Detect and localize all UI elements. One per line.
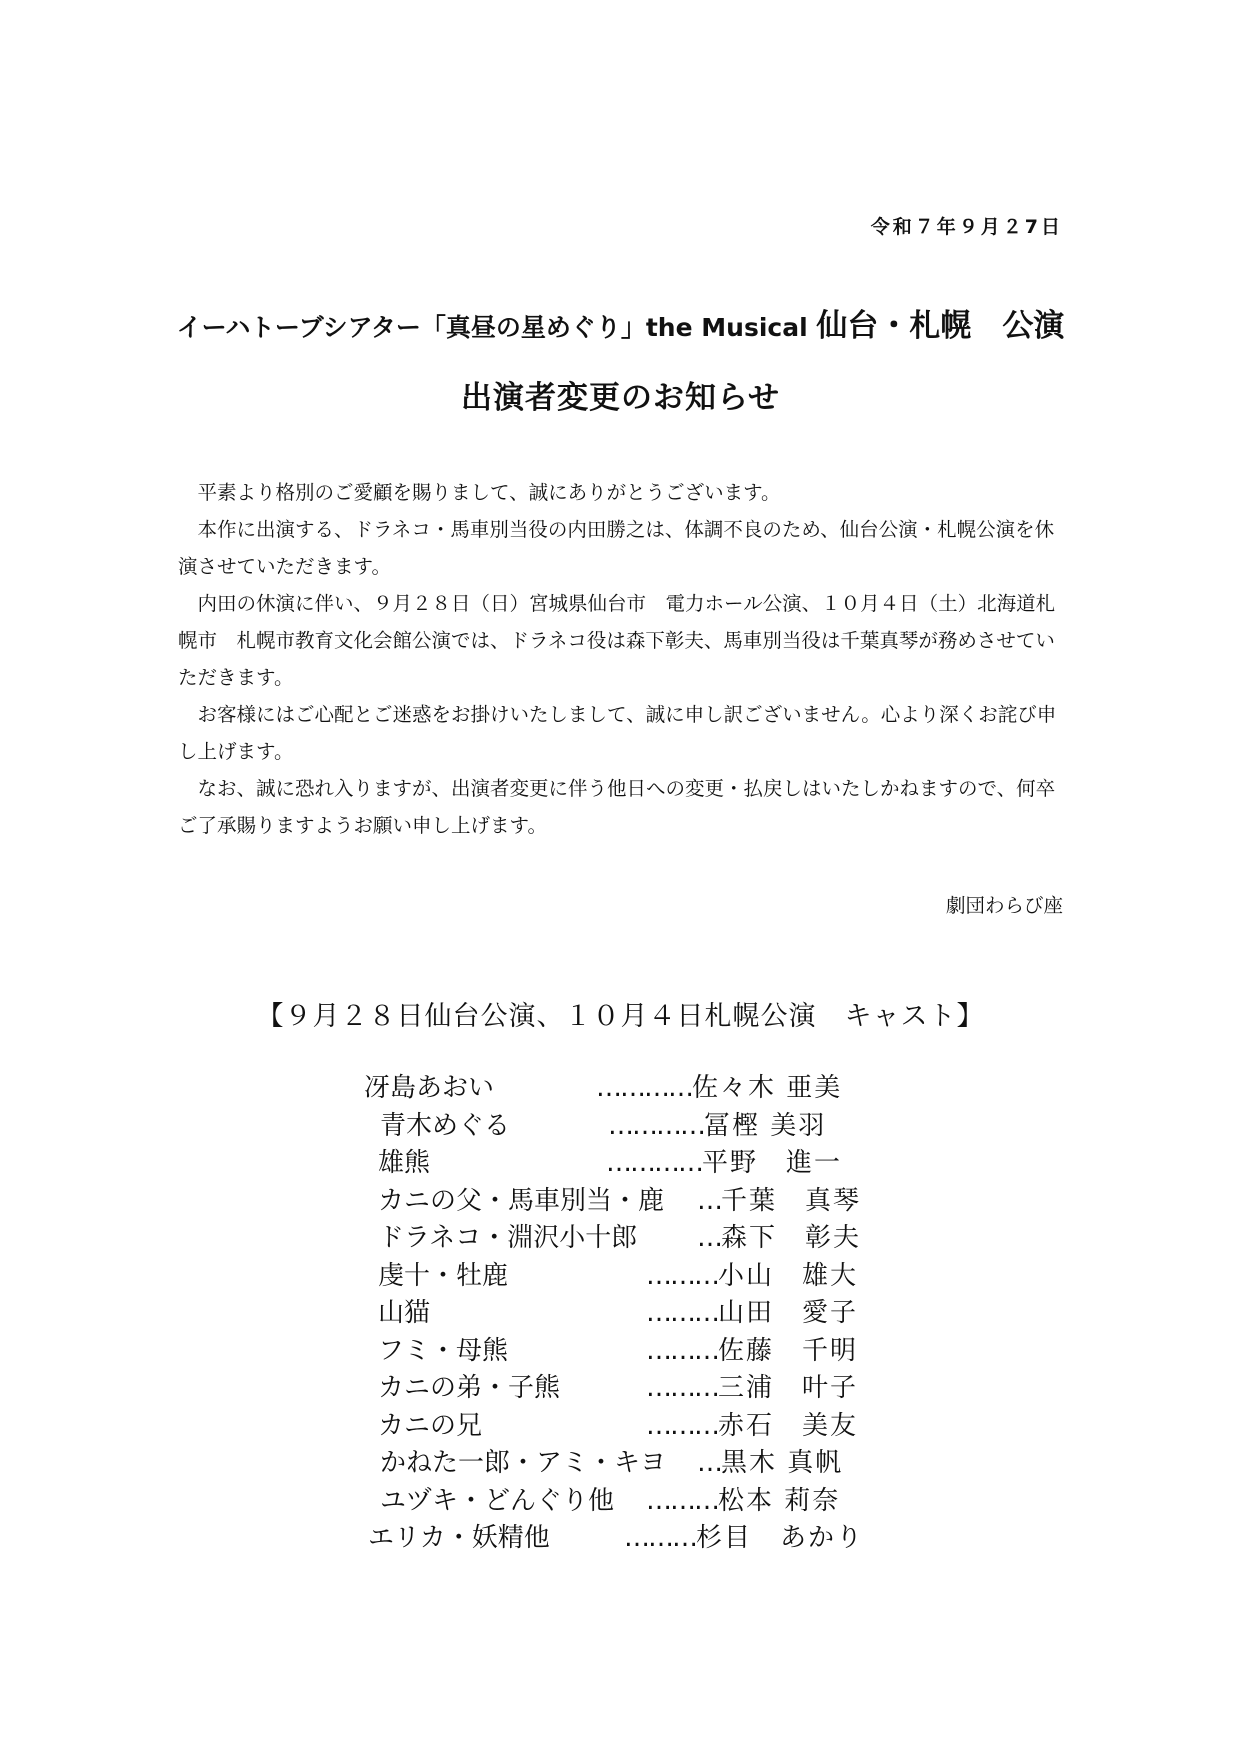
cast-row <box>364 1370 924 1408</box>
cast-role: カニの兄 <box>378 1410 483 1441</box>
cast-dots: … <box>697 1223 721 1253</box>
cast-row <box>364 1183 924 1221</box>
cast-dots: ……… <box>646 1485 718 1516</box>
notice-body <box>178 474 1064 844</box>
cast-row <box>364 1333 924 1371</box>
cast-role: かねた一郎・アミ・キヨ <box>380 1448 667 1478</box>
cast-role: ユヅキ・どんぐり他 <box>380 1485 615 1516</box>
cast-row <box>364 1295 924 1333</box>
document-subtitle: 出演者変更のお知らせ <box>460 380 781 416</box>
cast-role: 冴島あおい <box>364 1073 495 1103</box>
cast-heading: 【９月２８日仙台公演、１０月４日札幌公演 キャスト】 <box>256 1001 985 1032</box>
cast-actor: 山田 愛子 <box>718 1298 859 1328</box>
cast-dots: ……… <box>646 1335 718 1366</box>
cast-actor: 三浦 叶子 <box>718 1373 859 1403</box>
cast-list <box>364 1070 924 1558</box>
cast-dots: ………… <box>608 1110 704 1141</box>
cast-role: 虔十・牡鹿 <box>378 1260 509 1291</box>
cast-actor: 松本 莉奈 <box>718 1485 841 1516</box>
cast-actor: 森下 彰夫 <box>721 1223 862 1253</box>
cast-row <box>364 1145 924 1183</box>
cast-role: カニの父・馬車別当・鹿 <box>378 1185 665 1216</box>
cast-role: 青木めぐる <box>380 1110 511 1141</box>
cast-role: 山猫 <box>378 1298 431 1328</box>
paragraph-refund-policy: なお、誠に恐れ入りますが、出演者変更に伴う他日への変更・払戻しはいたしかねますので、何卒ご了承賜りますようお願い申し上げます。 <box>178 777 1056 837</box>
cast-actor: 黒木 真帆 <box>721 1448 844 1478</box>
cast-actor: 平野 進一 <box>702 1148 843 1178</box>
paragraph-greeting: 平素より格別のご愛顧を賜りまして、誠にありがとうございます。 <box>197 481 781 504</box>
cast-row <box>364 1483 924 1521</box>
cast-actor: 小山 雄大 <box>718 1260 859 1291</box>
cast-dots: ………… <box>606 1148 702 1178</box>
cast-role: ドラネコ・淵沢小十郎 <box>378 1223 638 1253</box>
cast-role: カニの弟・子熊 <box>378 1373 561 1403</box>
paragraph-replacement: 内田の休演に伴い、９月２８日（日）宮城県仙台市 電力ホール公演、１０月４日（土）北海道札幌市 札幌市教育文化会館公演では、ドラネコ役は森下彰夫、馬車別当役は千葉真琴が務めさせていただきます。 <box>178 592 1056 689</box>
cast-role: 雄熊 <box>378 1148 431 1178</box>
cast-actor: 佐々木 亜美 <box>692 1073 843 1103</box>
cast-row <box>364 1258 924 1296</box>
cast-row <box>364 1408 924 1446</box>
cast-role: エリカ・妖精他 <box>368 1523 550 1553</box>
cast-actor: 佐藤 千明 <box>718 1335 859 1366</box>
cast-dots: ……… <box>646 1260 718 1291</box>
paragraph-absence: 本作に出演する、ドラネコ・馬車別当役の内田勝之は、体調不良のため、仙台公演・札幌公演を休演させていただきます。 <box>178 518 1055 578</box>
document-date: 令和７年９月２7日 <box>870 216 1063 238</box>
cast-actor: 冨樫 美羽 <box>704 1110 827 1141</box>
title-production: イーハトーブシアター「真昼の星めぐり」the Musical <box>176 313 808 342</box>
cast-role: フミ・母熊 <box>378 1335 509 1366</box>
cast-dots: ………… <box>596 1073 692 1103</box>
cast-dots: ……… <box>646 1410 718 1441</box>
cast-row <box>364 1070 924 1108</box>
cast-dots: ……… <box>646 1298 718 1328</box>
cast-dots: … <box>697 1185 721 1216</box>
title-cities: 仙台・札幌 公演 <box>816 308 1065 344</box>
cast-dots: ……… <box>646 1373 718 1403</box>
cast-dots: … <box>697 1448 721 1478</box>
document-title <box>0 300 1241 345</box>
paragraph-apology: お客様にはご心配とご迷惑をお掛けいたしまして、誠に申し訳ございません。心より深くお詫び申し上げます。 <box>178 703 1057 763</box>
cast-row <box>364 1445 924 1483</box>
signature: 劇団わらび座 <box>945 894 1063 917</box>
cast-actor: 千葉 真琴 <box>721 1185 862 1216</box>
cast-dots: ……… <box>624 1523 696 1553</box>
cast-actor: 赤石 美友 <box>718 1410 859 1441</box>
cast-row <box>364 1520 924 1558</box>
cast-row <box>364 1108 924 1146</box>
cast-row <box>364 1220 924 1258</box>
cast-actor: 杉目 あかり <box>696 1523 865 1553</box>
